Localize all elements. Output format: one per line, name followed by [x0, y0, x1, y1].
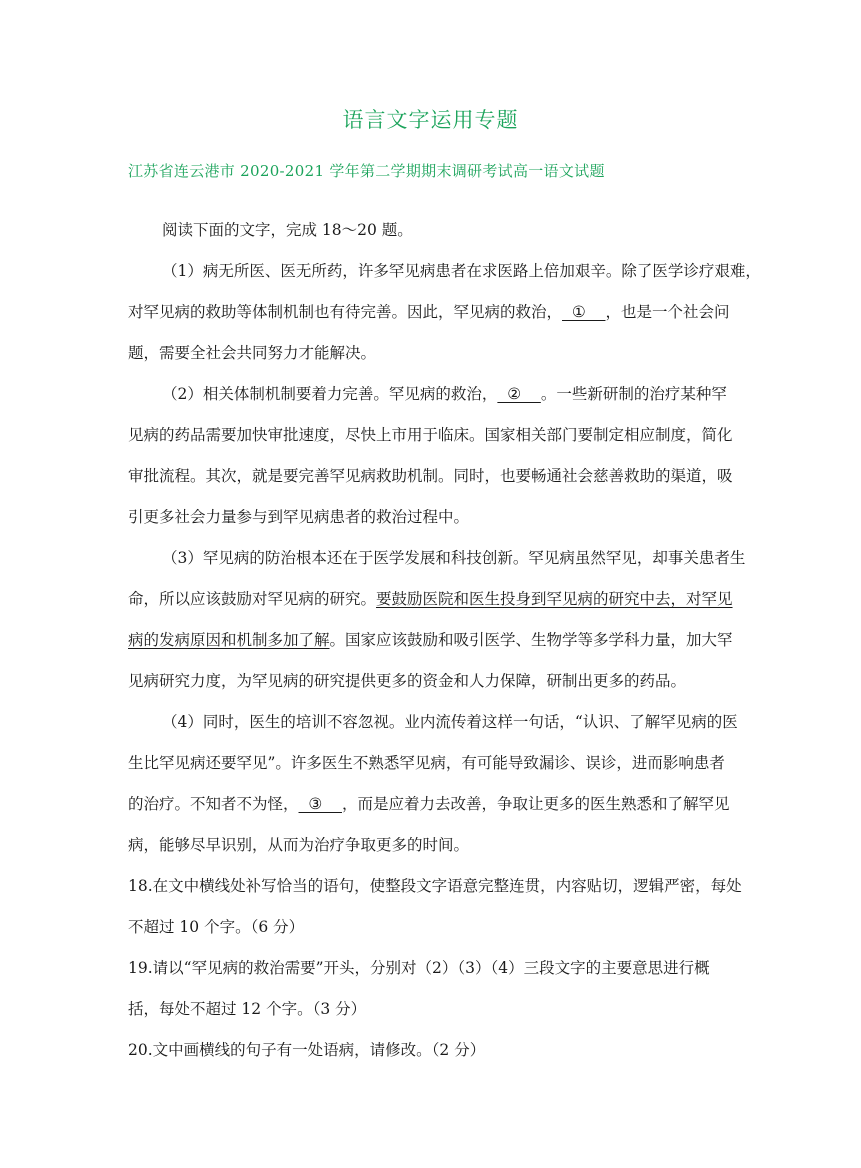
- p4-line-1: （4）同时，医生的培训不容忽视。业内流传着这样一句话，“认识、了解罕见病的医: [162, 713, 738, 731]
- blank-2: ②: [497, 385, 541, 403]
- p2-line-3: 审批流程。其次，就是要完善罕见病救助机制。同时，也要畅通社会慈善救助的渠道，吸: [128, 467, 733, 485]
- p2-text-cont: 。一些新研制的治疗某种罕: [540, 385, 727, 403]
- exam-source-subtitle: 江苏省连云港市 2020-2021 学年第二学期期末调研考试高一语文试题: [128, 162, 605, 180]
- q18-line-2: 不超过 10 个字。（6 分）: [128, 918, 305, 936]
- p3-line-4: 见病研究力度，为罕见病的研究提供更多的资金和人力保障，研制出更多的药品。: [128, 672, 687, 690]
- p2-line-4: 引更多社会力量参与到罕见病患者的救治过程中。: [128, 508, 470, 526]
- p2-line-2: 见病的药品需要加快审批速度，尽快上市用于临床。国家相关部门要制定相应制度，简化: [128, 426, 733, 444]
- q19-line-1: 19.请以“罕见病的救治需要”开头，分别对（2）（3）（4）三段文字的主要意思进行概: [128, 959, 710, 977]
- p3-line-2: [128, 579, 736, 620]
- p1-line-3: 题，需要全社会共同努力才能解决。: [128, 344, 377, 362]
- question-20: [128, 1030, 736, 1071]
- q18-line-1: 18.在文中横线处补写恰当的语句，使整段文字语意完整连贯，内容贴切，逻辑严密，每处: [128, 877, 742, 895]
- page-title: 语言文字运用专题: [342, 108, 519, 132]
- question-18: [128, 866, 742, 948]
- paragraph-4: [128, 702, 736, 866]
- paragraph-2: [128, 374, 736, 538]
- p4-text-cont: ，而是应着力去改善，争取让更多的医生熟悉和了解罕见: [341, 795, 730, 813]
- p1-text: 对罕见病的救助等体制机制也有待完善。因此，罕见病的救治，: [128, 303, 563, 321]
- p1-line-2: [128, 292, 736, 333]
- q20-line-1: 20.文中画横线的句子有一处语病，请修改。（2 分）: [128, 1041, 486, 1059]
- underlined-sentence-part-2: 病的发病原因和机制多加了解: [128, 631, 330, 649]
- p2-text: （2）相关体制机制要着力完善。罕见病的救治，: [162, 385, 498, 403]
- p3-line-3: [128, 620, 736, 661]
- paragraph-3: [128, 538, 746, 702]
- p3-line-1: （3）罕见病的防治根本还在于医学发展和科技创新。罕见病虽然罕见，却事关患者生: [162, 549, 746, 567]
- intro-line: 阅读下面的文字，完成 18～20 题。: [162, 221, 413, 239]
- question-19: [128, 948, 736, 1030]
- p4-line-2: 生比罕见病还要罕见”。许多医生不熟悉罕见病，有可能导致漏诊、误诊，进而影响患者: [128, 754, 725, 772]
- blank-1: ①: [562, 303, 606, 321]
- underlined-sentence-part-1: 要鼓励医院和医生投身到罕见病的研究中去，对罕见: [376, 590, 733, 608]
- blank-3: ③: [298, 795, 342, 813]
- p4-line-3: [128, 784, 736, 825]
- p3-text: 命，所以应该鼓励对罕见病的研究。: [128, 590, 377, 608]
- paragraph-1: [128, 251, 761, 374]
- p1-line-1: （1）病无所医、医无所药，许多罕见病患者在求医路上倍加艰辛。除了医学诊疗艰难，: [162, 262, 761, 280]
- q19-line-2: 括，每处不超过 12 个字。（3 分）: [128, 1000, 367, 1018]
- passage-intro: [128, 210, 736, 251]
- p4-text: 的治疗。不知者不为怪，: [128, 795, 299, 813]
- p1-text-cont: ，也是一个社会问: [605, 303, 730, 321]
- p2-line-1: [128, 374, 736, 415]
- p4-line-4: 病，能够尽早识别，从而为治疗争取更多的时间。: [128, 836, 470, 854]
- p3-text-cont: 。国家应该鼓励和吸引医学、生物学等多学科力量，加大罕: [329, 631, 733, 649]
